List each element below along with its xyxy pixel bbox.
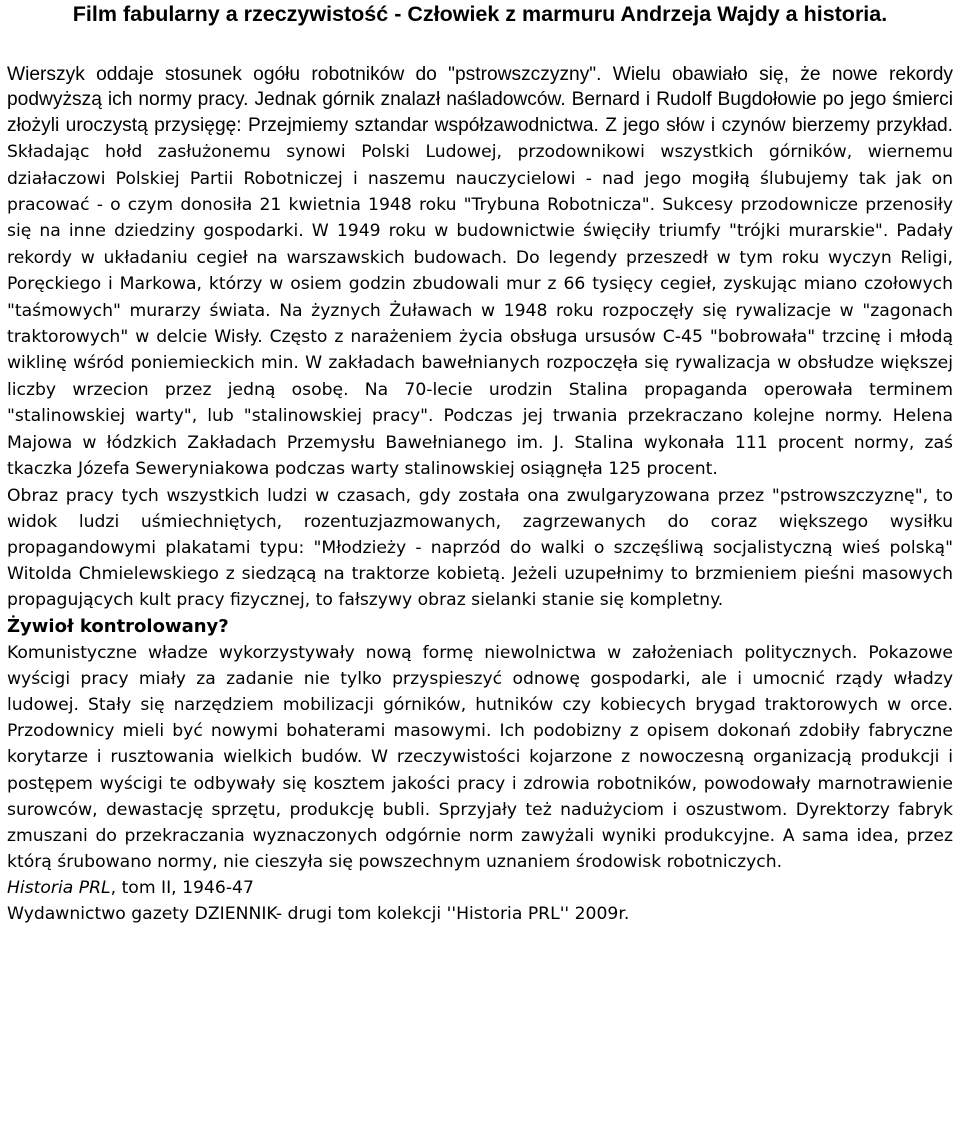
paragraph-controlled-element: Komunistyczne władze wykorzystywały nową formę niewolnictwa w założeniach politycznych. Pokazowe wyścigi pracy miały za zadanie nie tylko przyspieszyć odnowę gospodarki, ale i umocnić rządy władzy ludowej. Stały się narzędziem mobilizacji górników, hutników czy kobiecych brygad traktorowych w orce. Przodownicy mieli być nowymi bohaterami masowymi. Ich podobizny z opisem dokonań zdobiły fabryczne korytarze i rusztowania wielkich budów. W rzeczywistości kojarzone z nowoczesną organizacją produkcji i postępem wyścigi te odbywały się kosztem jakości pracy i zdrowia robotników, powodowały marnotrawienie surowców, dewastację sprzętu, produkcję bubli. Sprzyjały też nadużyciom i oszustwom. Dyrektorzy fabryk zmuszani do przekraczania wyznaczonych odgórnie norm zawyżali wyniki produkcyjne. A sama idea, przez którą śrubowano normy, nie cieszyła się powszechnym uznaniem środowisk robotniczych. <box>7 642 953 873</box>
section-heading: Żywioł kontrolowany? <box>7 615 229 637</box>
source-citation <box>7 875 953 901</box>
source-title: Historia PRL <box>7 878 111 899</box>
intro-lead-text: Wierszyk oddaje stosunek ogółu robotników do "pstrowszczyzny". Wielu obawiało się, że nowe rekordy podwyższą ich normy pracy. Jednak górnik znalazł naśladowców. Bernard i Rudolf Bugdołowie po jego śmierci złożyli uroczystą przysięgę: Przejmiemy sztandar współzawodnictwa. Z jego słów i czynów bierzemy przykład. <box>7 64 953 136</box>
publisher-line: Wydawnictwo gazety DZIENNIK- drugi tom kolekcji ''Historia PRL'' 2009r. <box>7 904 630 925</box>
paragraph-propaganda-image: Obraz pracy tych wszystkich ludzi w czasach, gdy została ona zwulgaryzowana przez "pstrowszczyznę", to widok ludzi uśmiechniętych, rozentuzjazmowanych, zagrzewanych do coraz większego wysiłku propagandowymi plakatami typu: "Młodzieży - naprzód do walki o szczęśliwą socjalistyczną wieś polską" Witolda Chmielewskiego z siedzącą na traktorze kobietą. Jeżeli uzupełnimy to brzmieniem pieśni masowych propagujących kult pracy fizycznej, to fałszywy obraz sielanki stanie się kompletny. <box>7 485 953 611</box>
intro-tail-text: Składając hołd zasłużonemu synowi Polski Ludowej, przodownikowi wszystkich górników, wiernemu działaczowi Polskiej Partii Robotniczej i naszemu nauczycielowi - nad jego mogiłą ślubujemy tak jak on pracować - o czym donosiła 21 kwietnia 1948 roku "Trybuna Robotnicza". Sukcesy przodownicze przenosiły się na inne dziedziny gospodarki. W 1949 roku w budownictwie święciły triumfy "trójki murarskie". Padały rekordy w układaniu cegieł na warszawskich budowach. Do legendy przeszedł w tym roku wyczyn Religi, Poręckiego i Markowa, którzy w osiem godzin zbudowali mur z 66 tysięcy cegieł, zyskując miano czołowych "taśmowych" murarzy świata. Na żyznych Żuławach w 1948 roku rozpoczęły się rywalizacje w "zagonach traktorowych" w delcie Wisły. Często z narażeniem życia obsługa ursusów C-45 "bobrowała" trzcinę i młodą wiklinę wśród poniemieckich min. W zakładach bawełnianych rozpoczęła się rywalizacja w obsłudze większej liczby wrzecion przez jedną osobę. Na 70-lecie urodzin Stalina propaganda operowała terminem "stalinowskiej warty", lub "stalinowskiej pracy". Podczas jej trwania przekraczano kolejne normy. Helena Majowa w łódzkich Zakładach Przemysłu Bawełnianego im. J. Stalina wykonała 111 procent normy, zaś tkaczka Józefa Seweryniakowa podczas warty stalinowskiej osiągnęła 125 procent. <box>7 142 953 480</box>
intro-paragraph <box>7 62 953 483</box>
document-title: Film fabularny a rzeczywistość - Człowiek z marmuru Andrzeja Wajdy a historia. <box>72 2 888 26</box>
source-details: , tom II, 1946-47 <box>110 878 254 899</box>
